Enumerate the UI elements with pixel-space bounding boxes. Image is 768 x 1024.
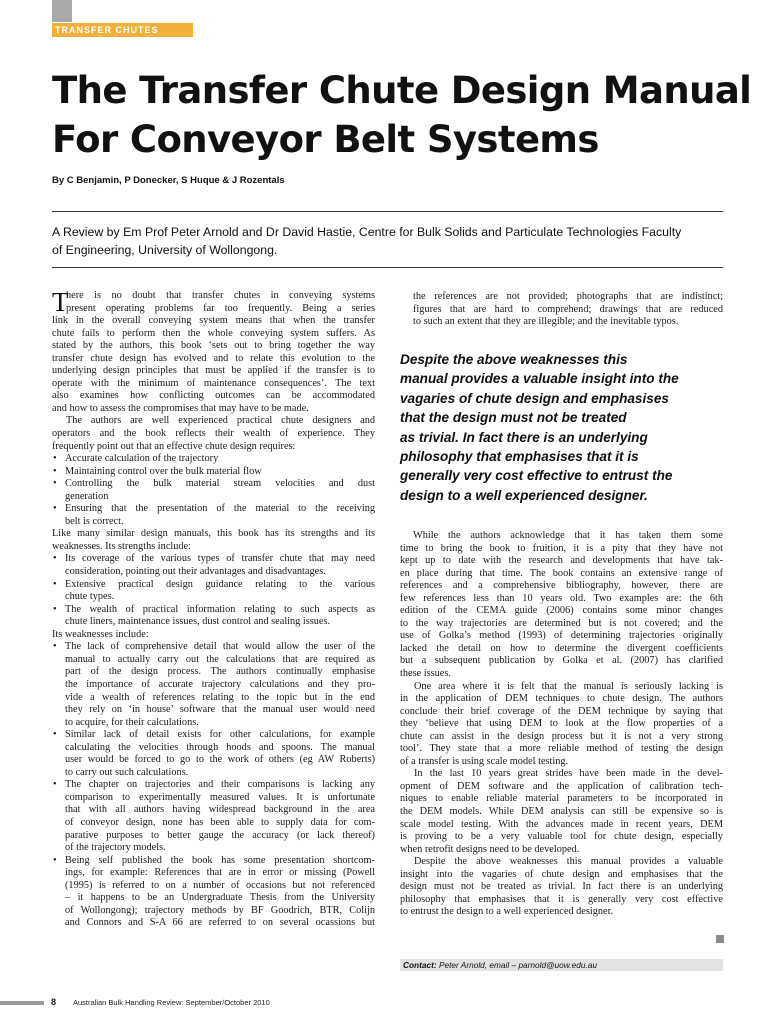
paragraph-line: these issues. [400, 668, 451, 680]
paragraph-line: opment of DEM software and the application of calibration tech- [400, 780, 723, 792]
list-item: • The chapter on trajectories and their comparisons is lacking any [52, 779, 375, 792]
paragraph-line: when retrofit designs need to be developed. [400, 843, 580, 855]
list-item-continued: belt is correct. [65, 515, 124, 527]
paragraph-line: One area where it is felt that the manual is seriously lacking is [414, 680, 723, 692]
divider-top [52, 211, 723, 212]
paragraph-line: present operating problems far too frequently. Being a series [66, 302, 375, 314]
paragraph-line: insight into the vagaries of chute design and emphasises that the [400, 868, 723, 880]
paragraph-line: edition of the CEMA guide (2006) contains some minor changes [400, 605, 723, 617]
contact-email-link[interactable]: Peter Arnold, email – parnold@uow.edu.au [438, 960, 597, 970]
review-line: of Engineering, University of Wollongong. [52, 243, 278, 257]
publication-footer: Australian Bulk Handling Review: September/October 2010 [73, 998, 270, 1007]
paragraph-line: of a transfer is using scale model testing. [400, 755, 569, 767]
paragraph-line: transfer chute design has evolved and to relate this evolution to the [52, 352, 375, 364]
pull-quote-line: that the design must not be treated [400, 410, 627, 426]
list-item-continued: parative purposes to better gauge the accuracy (or lack thereof) [65, 829, 375, 841]
paragraph-line: use of Golka’s method (1993) of determining trajectories originally [400, 630, 723, 642]
contact-label: Contact: [403, 960, 437, 970]
title-line: For Conveyor Belt Systems [52, 118, 599, 161]
footer-accent-bar [0, 1001, 44, 1005]
list-item-continued: ings, for example: References that are in error or missing (Powell [65, 867, 375, 879]
list-item: • Controlling the bulk material stream velocities and dust [52, 478, 375, 491]
paragraph-line: to the way trajectories are determined but is not covered; and the [400, 617, 723, 629]
list-item: • Extensive practical design guidance relating to the various [52, 579, 375, 592]
paragraph-line: tool’. They state that a more reliable method of testing the design [400, 743, 723, 755]
paragraph-line: chute can assist in the design process but it is not a very strong [400, 730, 723, 742]
divider-bottom [52, 267, 723, 268]
paragraph-line: While the authors acknowledge that it has taken them some [413, 530, 723, 541]
list-item-continued: the references are not provided; photographs that are indistinct; [413, 291, 723, 302]
list-item-continued: to carry out such calculations. [65, 766, 189, 778]
paragraph-line: niques to enable reliable material parameters to be incorporated in [400, 793, 723, 805]
list-item-continued: vide a wealth of references relating to the topic but in the end [65, 691, 375, 703]
left-column [52, 287, 375, 930]
page-number: 8 [51, 997, 57, 1007]
paragraph-line: weaknesses. Its strengths include: [52, 540, 191, 552]
paragraph-line: they ‘believe that using DEM to look at the flow properties of a [400, 718, 723, 730]
paragraph-line: few references less than 10 years old. Two examples are: the 6th [400, 592, 723, 604]
corner-tab-decoration [52, 0, 72, 22]
paragraph-line: the DEM models. While DEM analysis can still be expensive so is [400, 806, 723, 818]
paragraph-line: stated by the authors, this book ‘sets out to bring together the way [52, 340, 375, 352]
paragraph-line: is proving to be a very valuable tool for chute design, especially [400, 831, 723, 843]
contact-bar [400, 959, 723, 971]
list-item-continued: calculating the velocities through hoods and spoons. The manual [65, 741, 375, 753]
list-item-continued: chute liners, maintenance issues, dust control and sealing issues. [65, 616, 331, 628]
paragraph-line: and how to assess the compromises that may have to be made. [52, 402, 309, 414]
paragraph-line: Like many similar design manuals, this book has its strengths and its [52, 528, 375, 540]
paragraph-line: philosophy that emphasises that it is generally very cost effective [400, 893, 723, 905]
pull-quote-line: Despite the above weaknesses this [400, 352, 628, 367]
paragraph-line: The authors are well experienced practical chute designers and [66, 415, 375, 427]
paragraph-line: underlying design principles that must be applied if the transfer is to [52, 365, 375, 377]
list-item-continued: of Wollongong); trajectory methods by BF Goodrich, BTR, Colijn [65, 904, 375, 916]
title-line: The Transfer Chute Design Manual [52, 69, 752, 112]
paragraph-line: In the last 10 years great strides have been made in the devel- [414, 768, 723, 780]
list-item: • The wealth of practical information relating to such aspects as [52, 604, 375, 617]
list-item-continued: the importance of accurate trajectory calculations and they pro- [65, 678, 375, 690]
paragraph-line: Its weaknesses include: [52, 628, 149, 640]
paragraph-line: lacked the detail on how to determine the divergent coefficients [400, 642, 723, 654]
list-item-continued: to such an extent that they are illegible; and the inevitable typos. [413, 316, 679, 328]
list-item-continued: (1995) is referred to on a number of occasions but not referenced [65, 879, 375, 891]
paragraph-line: T here is no doubt that transfer chutes in conveying systems [52, 287, 375, 317]
list-item-continued: they rely on ‘in house’ software that the manual user would need [65, 704, 375, 716]
review-line: A Review by Em Prof Peter Arnold and Dr David Hastie, Centre for Bulk Solids and Particulate Technologies Faculty [52, 225, 682, 239]
paragraph-line: conclude their brief coverage of the DEM technique by saying that [400, 705, 723, 717]
section-tag: TRANSFER CHUTES [52, 23, 193, 37]
dropcap-letter: T [52, 287, 69, 317]
paragraph-line: Despite the above weaknesses this manual provides a valuable [414, 856, 723, 868]
pull-quote-line: philosophy that emphasises that it is [400, 449, 639, 465]
paragraph-line: but a subsequent publication by Golka et al. (2007) has clarified [400, 655, 723, 667]
paragraph-line: frequently point out that an effective chute design requires: [52, 440, 296, 452]
paragraph-line: scale model testing. With the advances made in recent years, DEM [400, 818, 723, 830]
list-item-continued: – it happens to be an Undergraduate Thesis from the University [65, 892, 375, 904]
paragraph-line: chute fails to perform then the whole conveying system suffers. As [52, 327, 375, 339]
paragraph-line: time to bring the book to fruition, it is a pity that they have not [400, 542, 723, 554]
pull-quote-line: generally very cost effective to entrust the [400, 468, 673, 484]
paragraph-line: references and a comprehensive bibliography, however, there are [400, 580, 723, 592]
end-of-article-icon [716, 935, 724, 943]
pull-quote-line: as trivial. In fact there is an underlying [400, 429, 648, 445]
list-item-continued: part of the design process. The authors continually emphasise [65, 666, 375, 678]
list-item-continued: to acquire, for their calculations. [65, 716, 199, 728]
paragraph-line: link in the overall conveying system means that when the transfer [52, 315, 375, 327]
list-item: • Maintaining control over the bulk material flow [52, 466, 375, 479]
list-item-continued: comparison to experimentally measured values. It is unfortunate [65, 791, 375, 803]
list-item: • Similar lack of detail exists for other calculations, for example [52, 729, 375, 742]
list-item-continued: figures that are hard to comprehend; drawings that are reduced [413, 303, 723, 315]
paragraph-line: design must not be treated as trivial. In fact there is an underlying [400, 881, 723, 893]
list-item-continued: user would be forced to go to the work of others (eg AW Roberts) [65, 754, 375, 766]
list-item: • Its coverage of the various types of transfer chute that may need [52, 553, 375, 566]
review-credit [52, 223, 723, 259]
paragraph-line: in the application of DEM techniques to chute design. The authors [400, 693, 723, 705]
list-item: • Accurate calculation of the trajectory [52, 453, 375, 466]
pull-quote-line: design to a well experienced designer. [400, 487, 648, 503]
pull-quote [400, 350, 723, 505]
list-item-continued: manual to actually carry out the calculations that are required as [65, 653, 375, 665]
paragraph-line: also examines how conflicting outcomes can be accommodated [52, 390, 375, 402]
right-column-top [400, 291, 723, 329]
byline: By C Benjamin, P Donecker, S Huque & J Rozentals [52, 175, 285, 186]
right-column-body [400, 530, 723, 919]
list-item-continued: of the trajectory models. [65, 842, 166, 854]
paragraph-line: operators and the book reflects their wealth of experience. They [52, 428, 375, 440]
list-item: • The lack of comprehensive detail that would allow the user of the [52, 641, 375, 654]
list-item-continued: consideration, pointing out their advantages and disadvantages. [65, 566, 326, 578]
list-item-continued: of conveyor design, none has been able to supply data for com- [65, 816, 375, 828]
paragraph-line: en place during that time. The book contains an extensive range of [400, 567, 723, 579]
list-item-continued: that with all authors having widespread background in the area [65, 804, 375, 816]
list-item-continued: generation [65, 490, 109, 502]
list-item-continued: and Connors and S-A 66 are referred to on several ocassions but [65, 917, 375, 929]
list-item: • Being self published the book has some presentation shortcom- [52, 855, 375, 868]
pull-quote-line: vagaries of chute design and emphasises [400, 390, 669, 406]
list-item-continued: chute types. [65, 591, 115, 603]
paragraph-line: operate with the minimum of maintenance consequences’. The text [52, 377, 375, 389]
list-item: • Ensuring that the presentation of the material to the receiving [52, 503, 375, 516]
pull-quote-line: manual provides a valuable insight into the [400, 371, 679, 387]
paragraph-line: kept up to date with the research and developments that have tak- [400, 555, 723, 567]
paragraph-line: to entrust the design to a well experienced designer. [400, 906, 614, 918]
article-title [52, 66, 752, 164]
